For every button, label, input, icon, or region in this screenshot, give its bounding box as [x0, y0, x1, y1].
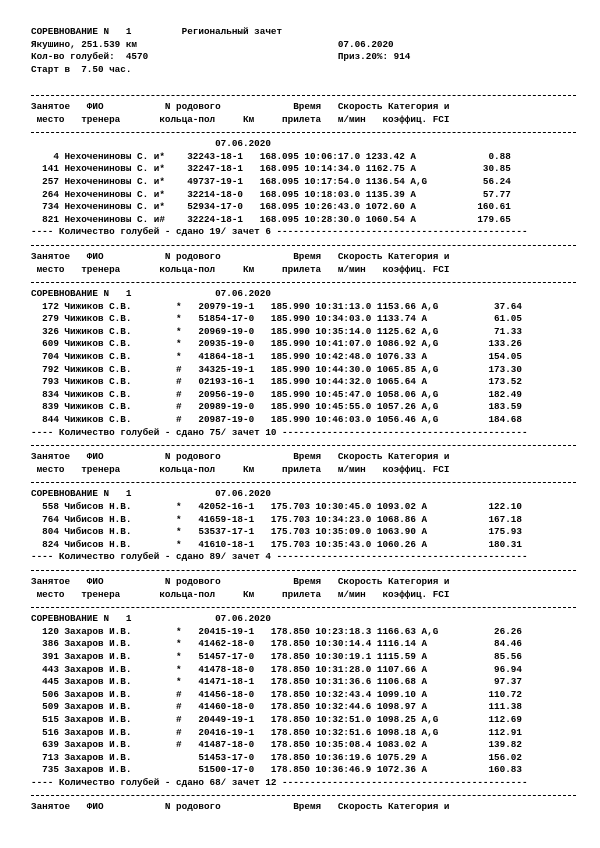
trainer-section [31, 570, 576, 790]
result-row: 4 Нехочениновы С. и* 32243-18-1 168.095 10:06:17.0 1233.42 A 0.88 [31, 150, 511, 162]
dashed-rule [31, 132, 576, 133]
dashed-rule [31, 795, 576, 796]
dashed-rule [31, 607, 576, 608]
result-row: 509 Захаров И.В. # 41460-18-0 178.850 10:32:44.6 1098.97 A 111.38 [31, 701, 522, 713]
trainer-section [31, 95, 576, 239]
release-point-and-date: Якушино, 251.539 км 07.06.2020 [31, 38, 394, 50]
section-summary: ---- Количество голубей - сдано 75/ зачет 10 -------------------------------------------- [31, 426, 528, 438]
section-summary: ---- Количество голубей - сдано 68/ зачет 12 -------------------------------------------- [31, 776, 528, 788]
dashed-rule [31, 282, 576, 283]
result-row: 792 Чижиков С.В. # 34325-19-1 185.990 10:44:30.0 1065.85 A,G 173.30 [31, 363, 522, 375]
section-date: СОРЕВНОВАНИЕ N 1 07.06.2020 [31, 288, 271, 300]
result-row: 445 Захаров И.В. * 41471-18-1 178.850 10:31:36.6 1106.68 A 97.37 [31, 676, 522, 688]
result-row: 506 Захаров И.В. # 41456-18-0 178.850 10:32:43.4 1099.10 A 110.72 [31, 688, 522, 700]
dashed-rule [31, 95, 576, 96]
result-row: 515 Захаров И.В. # 20449-19-1 178.850 10:32:51.0 1098.25 A,G 112.69 [31, 713, 522, 725]
table-header-row: место тренера кольца-пол Км прилета м/мин коэффиц. FCI [31, 263, 450, 275]
table-header-row: место тренера кольца-пол Км прилета м/мин коэффиц. FCI [31, 588, 450, 600]
table-header-row: Занятое ФИО N родового Время Скорость Категория и [31, 575, 450, 587]
result-row: 804 Чибисов Н.В. * 53537-17-1 175.703 10:35:09.0 1063.90 A 175.93 [31, 526, 522, 538]
result-row: 516 Захаров И.В. # 20416-19-1 178.850 10:32:51.6 1098.18 A,G 112.91 [31, 726, 522, 738]
start-time: Старт в 7.50 час. [31, 63, 132, 75]
table-header-row: Занятое ФИО N родового Время Скорость Категория и [31, 100, 450, 112]
result-row: 326 Чижиков С.В. * 20969-19-0 185.990 10:35:14.0 1125.62 A,G 71.33 [31, 325, 522, 337]
result-row: 834 Чижиков С.В. # 20956-19-0 185.990 10:45:47.0 1058.06 A,G 182.49 [31, 388, 522, 400]
section-date: СОРЕВНОВАНИЕ N 1 07.06.2020 [31, 613, 271, 625]
result-row: 558 Чибисов Н.В. * 42052-16-1 175.703 10:30:45.0 1093.02 A 122.10 [31, 501, 522, 512]
result-row: 824 Чибисов Н.В. * 41610-18-1 175.703 10:35:43.0 1060.26 A 180.31 [31, 538, 522, 550]
result-row: 793 Чижиков С.В. # 02193-16-1 185.990 10:44:32.0 1065.64 A 173.52 [31, 376, 522, 388]
result-row: 443 Захаров И.В. * 41478-18-0 178.850 10:31:28.0 1107.66 A 96.94 [31, 663, 522, 675]
dashed-rule [31, 445, 576, 446]
table-header-row: Занятое ФИО N родового Время Скорость Категория и [31, 250, 450, 262]
result-row: 609 Чижиков С.В. * 20935-19-0 185.990 10:41:07.0 1086.92 A,G 133.26 [31, 338, 522, 350]
trainer-section [31, 445, 576, 564]
table-header-row: место тренера кольца-пол Км прилета м/мин коэффиц. FCI [31, 463, 450, 475]
result-row: 713 Захаров И.В. 51453-17-0 178.850 10:36:19.6 1075.29 A 156.02 [31, 751, 522, 763]
result-row: 734 Нехочениновы С. и* 52934-17-0 168.095 10:26:43.0 1072.60 A 160.61 [31, 201, 511, 213]
result-row: 844 Чижиков С.В. # 20987-19-0 185.990 10:46:03.0 1056.46 A,G 184.68 [31, 414, 522, 426]
result-row: 764 Чибисов Н.В. * 41659-18-1 175.703 10:34:23.0 1068.86 A 167.18 [31, 513, 522, 525]
table-header-row: Занятое ФИО N родового Время Скорость Категория и [31, 451, 450, 463]
section-summary: ---- Количество голубей - сдано 19/ зачет 6 --------------------------------------------- [31, 226, 528, 238]
table-header-row: Занятое ФИО N родового Время Скорость Категория и [31, 801, 450, 813]
result-row: 391 Захаров И.В. * 51457-17-0 178.850 10:30:19.1 1115.59 A 85.56 [31, 650, 522, 662]
result-row: 257 Нехочениновы С. и* 49737-19-1 168.095 10:17:54.0 1136.54 A,G 56.24 [31, 175, 511, 187]
result-row: 839 Чижиков С.В. # 20989-19-0 185.990 10:45:55.0 1057.26 A,G 183.59 [31, 401, 522, 413]
section-date: СОРЕВНОВАНИЕ N 1 07.06.2020 [31, 488, 271, 500]
result-row: 172 Чижиков С.В. * 20979-19-1 185.990 10:31:13.0 1153.66 A,G 37.64 [31, 300, 522, 312]
result-row: 279 Чижиков С.В. * 51854-17-0 185.990 10:34:03.0 1133.74 A 61.05 [31, 313, 522, 325]
trainer-section [31, 245, 576, 439]
result-row: 120 Захаров И.В. * 20415-19-1 178.850 10:23:18.3 1166.63 A,G 26.26 [31, 625, 522, 637]
results-sections [31, 95, 576, 790]
result-row: 821 Нехочениновы С. и# 32224-18-1 168.095 10:28:30.0 1060.54 A 179.65 [31, 213, 511, 225]
result-row: 639 Захаров И.В. # 41487-18-0 178.850 10:35:08.4 1083.02 A 139.82 [31, 739, 522, 751]
section-date: 07.06.2020 [31, 138, 271, 150]
dashed-rule [31, 245, 576, 246]
competition-title: СОРЕВНОВАНИЕ N 1 Региональный зачет [31, 26, 283, 37]
table-header-row: место тренера кольца-пол Км прилета м/мин коэффиц. FCI [31, 113, 450, 125]
blank-line [31, 76, 576, 89]
result-row: 264 Нехочениновы С. и* 32214-18-0 168.095 10:18:03.0 1135.39 A 57.77 [31, 188, 511, 200]
pigeon-count-and-prizes: Кол-во голубей: 4570 Приз.20%: 914 [31, 51, 411, 63]
report-document [31, 26, 576, 814]
dashed-rule [31, 482, 576, 483]
result-row: 704 Чижиков С.В. * 41864-18-1 185.990 10:42:48.0 1076.33 A 154.05 [31, 351, 522, 363]
dashed-rule [31, 570, 576, 571]
result-row: 735 Захаров И.В. 51500-17-0 178.850 10:36:46.9 1072.36 A 160.83 [31, 764, 522, 776]
result-row: 386 Захаров И.В. * 41462-18-0 178.850 10:30:14.4 1116.14 A 84.46 [31, 638, 522, 650]
result-row: 141 Нехочениновы С. и* 32247-18-1 168.095 10:14:34.0 1162.75 A 30.85 [31, 163, 511, 175]
section-summary: ---- Количество голубей - сдано 89/ зачет 4 --------------------------------------------- [31, 551, 528, 563]
